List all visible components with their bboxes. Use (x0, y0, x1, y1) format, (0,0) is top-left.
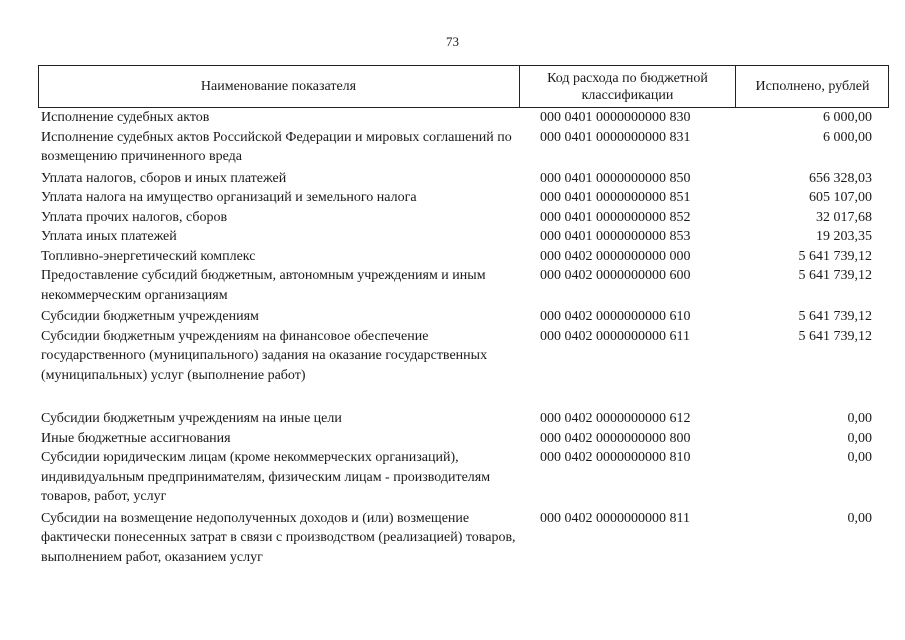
row-name: Уплата налогов, сборов и иных платежей (41, 170, 287, 186)
row-code: 000 0402 0000000000 612 (540, 411, 691, 426)
header-name-column: Наименование показателя (200, 79, 357, 94)
row-name: Субсидии юридическим лицам (кроме некоммерческих организаций), индивидуальным предпринимателям, физическим лицам - производителям товаров, работ, услуг (41, 450, 491, 504)
table-row (0, 247, 905, 267)
row-code: 000 0402 0000000000 610 (540, 309, 691, 324)
row-name: Уплата прочих налогов, сборов (41, 209, 228, 225)
table-row (0, 429, 905, 449)
table-header (38, 65, 889, 108)
row-name: Субсидии бюджетным учреждениям на финансовое обеспечение государственного (муниципального) задания на оказание государственных (муниципальных) услуг (выполнение работ) (41, 328, 488, 383)
table-row (0, 266, 905, 305)
header-amount-column: Исполнено, рублей (735, 66, 889, 107)
row-code: 000 0401 0000000000 851 (540, 190, 691, 205)
row-name: Субсидии бюджетным учреждениям на иные цели (41, 411, 342, 426)
row-amount: 0,00 (847, 411, 872, 426)
table-row (0, 227, 905, 247)
row-amount: 656 328,03 (809, 170, 872, 186)
table-row (0, 409, 905, 429)
row-amount: 0,00 (847, 450, 872, 465)
row-code: 000 0402 0000000000 800 (540, 430, 691, 446)
row-code: 000 0402 0000000000 811 (540, 510, 690, 526)
row-name: Уплата налога на имущество организаций и земельного налога (41, 190, 417, 205)
row-amount: 32 017,68 (816, 209, 872, 225)
table-row (0, 169, 905, 189)
row-name: Топливно-энергетический комплекс (41, 248, 256, 264)
row-code: 000 0401 0000000000 850 (540, 170, 691, 186)
row-code: 000 0401 0000000000 830 (540, 110, 691, 125)
row-amount: 6 000,00 (823, 129, 872, 145)
row-name: Иные бюджетные ассигнования (41, 430, 231, 446)
row-amount: 5 641 739,12 (798, 268, 872, 283)
row-amount: 5 641 739,12 (798, 248, 872, 264)
row-name: Исполнение судебных актов Российской Федерации и мировых соглашений по возмещению причиненного вреда (41, 129, 512, 164)
row-amount: 5 641 739,12 (798, 328, 872, 344)
row-code: 000 0402 0000000000 611 (540, 328, 690, 344)
row-code: 000 0401 0000000000 853 (540, 229, 691, 244)
page-number: 73 (446, 34, 459, 49)
row-code: 000 0401 0000000000 831 (540, 129, 691, 145)
table-row (0, 327, 905, 386)
row-amount: 19 203,35 (816, 229, 872, 244)
table-row (0, 509, 905, 568)
row-amount: 605 107,00 (809, 190, 872, 205)
row-amount: 6 000,00 (823, 110, 872, 125)
table-row (0, 128, 905, 167)
table-row (0, 208, 905, 228)
table-row (0, 108, 905, 128)
row-name: Уплата иных платежей (41, 229, 177, 244)
row-name: Предоставление субсидий бюджетным, автономным учреждениям и иным некоммерческим организациям (41, 268, 486, 303)
row-amount: 0,00 (847, 430, 872, 446)
header-code-column: Код расхода по бюджетной классификации (519, 66, 735, 107)
row-amount: 5 641 739,12 (798, 309, 872, 324)
row-code: 000 0401 0000000000 852 (540, 209, 691, 225)
table-body (0, 108, 905, 567)
table-row (0, 448, 905, 507)
row-code: 000 0402 0000000000 600 (540, 268, 691, 283)
row-amount: 0,00 (847, 510, 872, 526)
row-code: 000 0402 0000000000 000 (540, 248, 691, 264)
row-name: Субсидии на возмещение недополученных доходов и (или) возмещение фактически понесенных затрат в связи с производством (реализацией) товаров, выполнением работ, оказанием услуг (41, 510, 516, 565)
table-row (0, 307, 905, 327)
row-code: 000 0402 0000000000 810 (540, 450, 691, 465)
row-name: Исполнение судебных актов (41, 110, 210, 125)
table-row (0, 188, 905, 208)
row-name: Субсидии бюджетным учреждениям (41, 309, 259, 324)
